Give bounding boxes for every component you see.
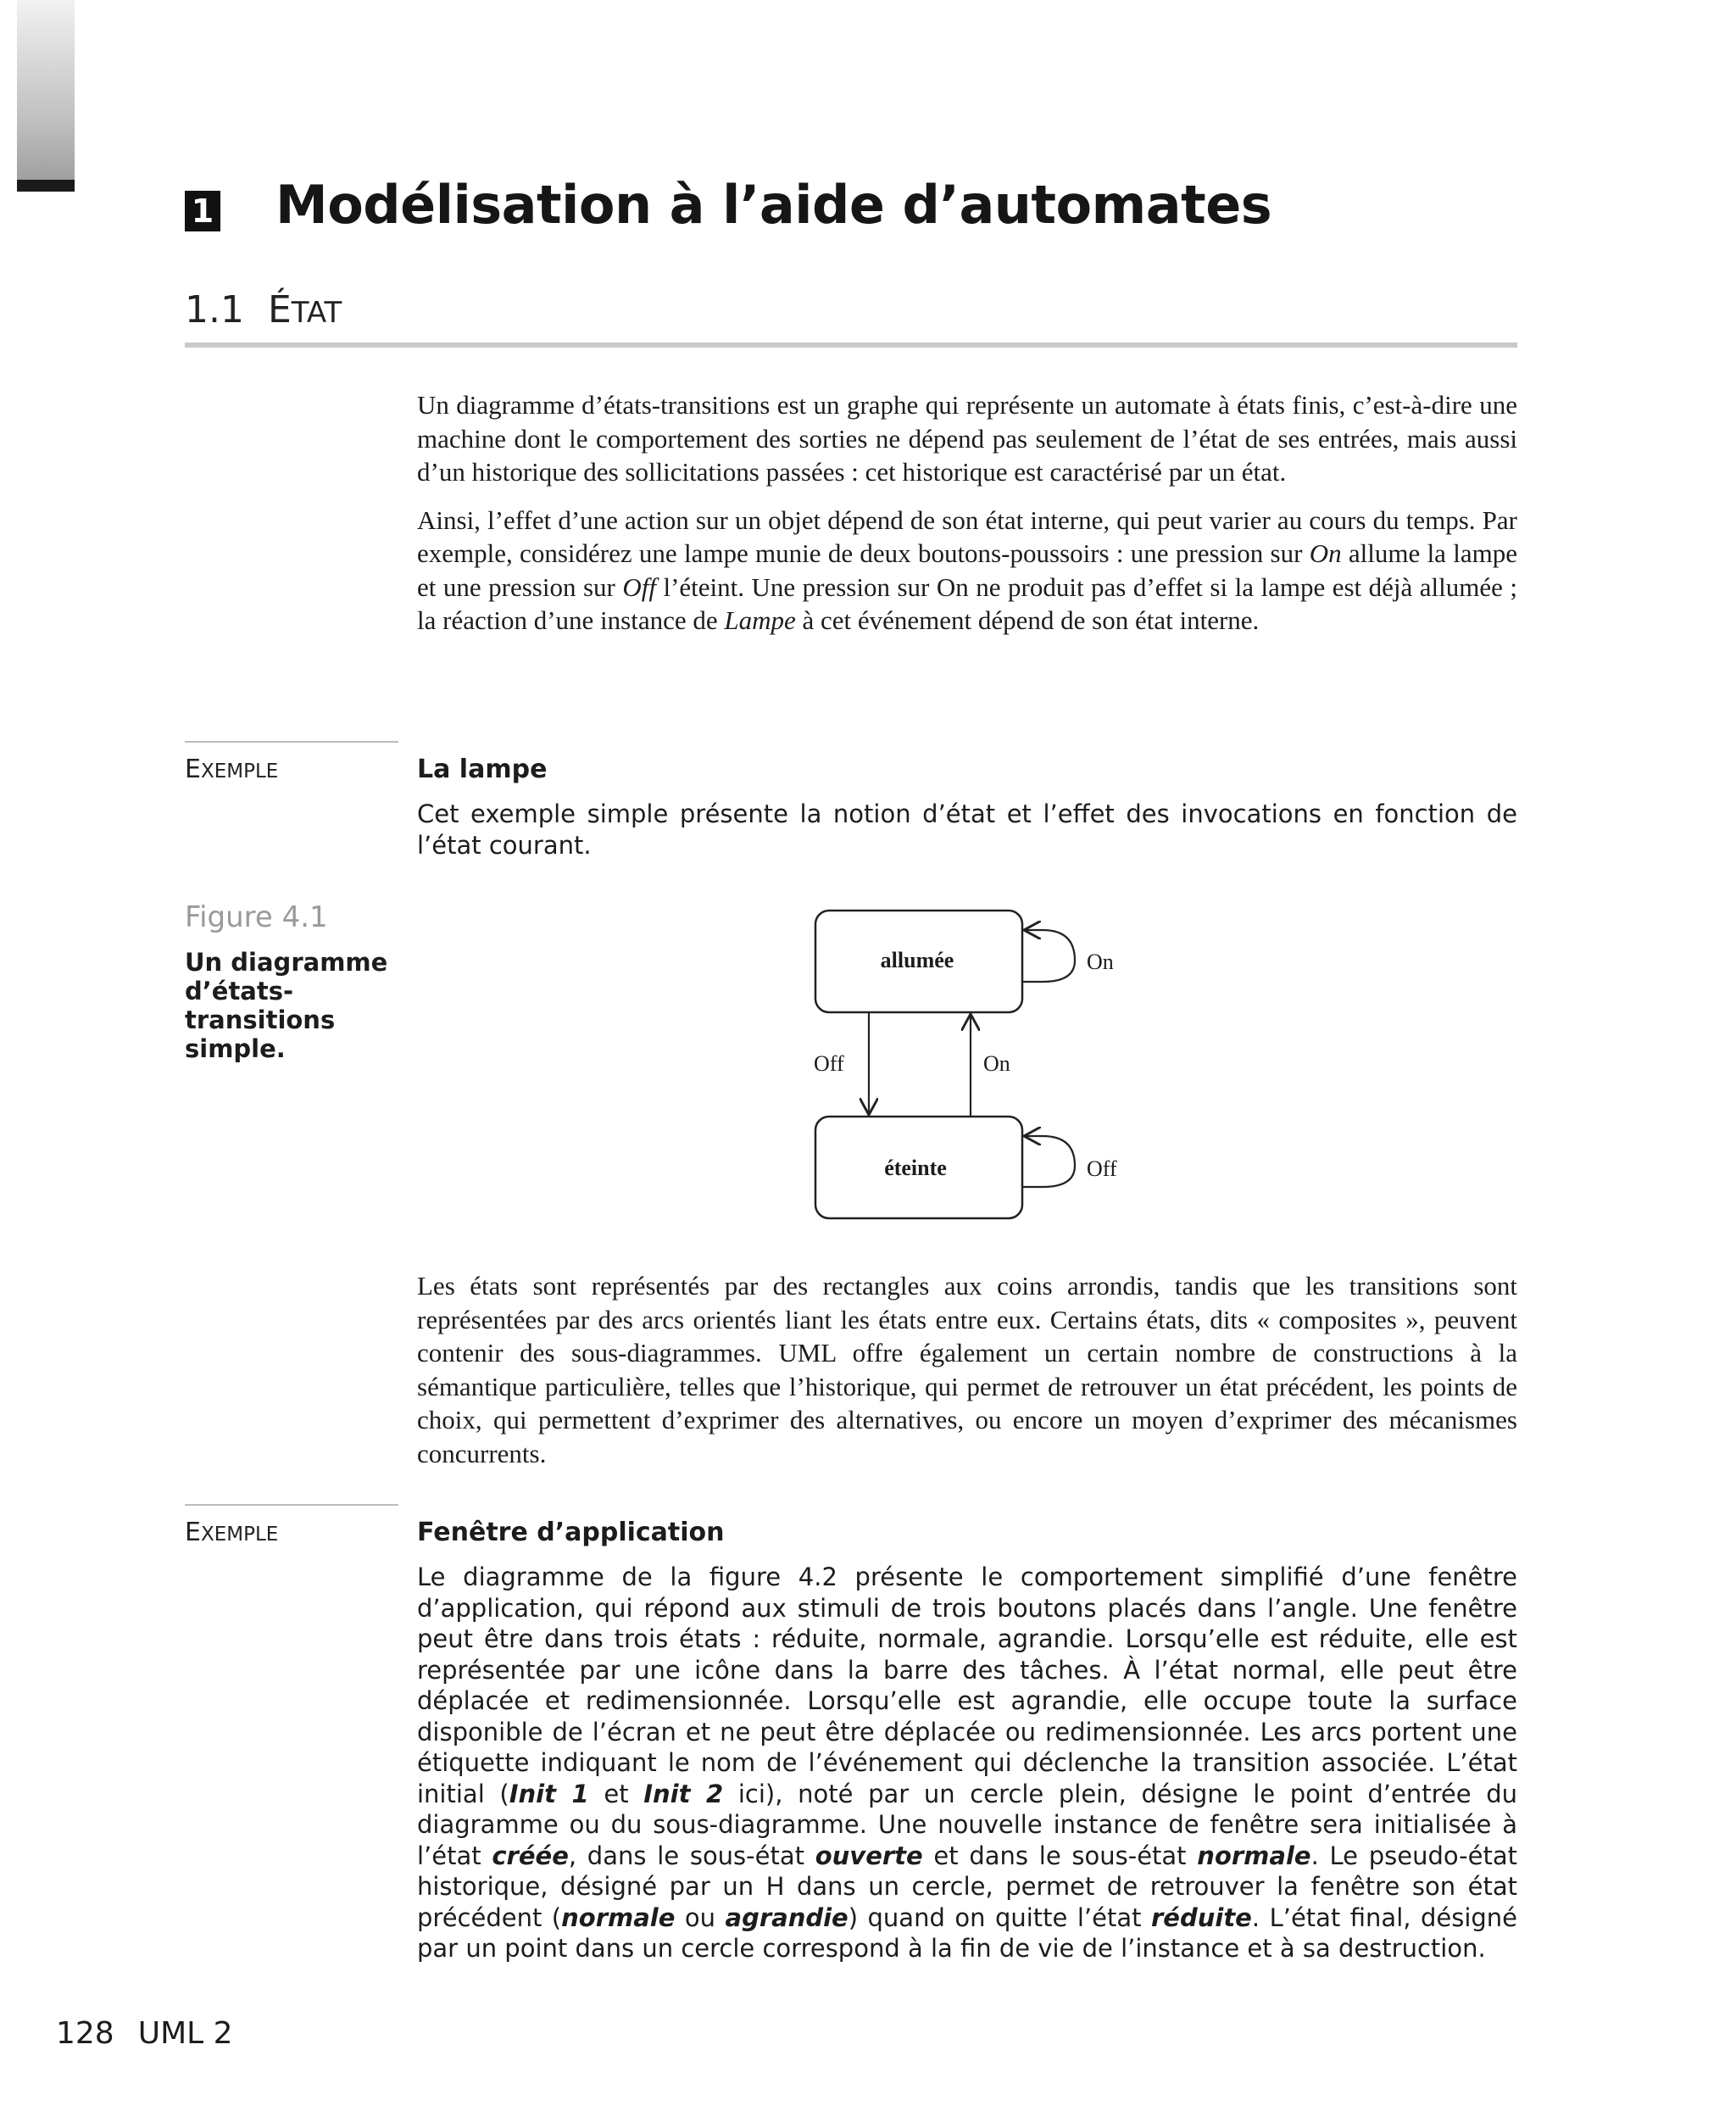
- middle-paragraph: Les états sont représentés par des rectangles aux coins arrondis, tandis que les transitions sont représentées par des arcs orientés liant les états entre eux. Certains états, dits « composites », peuvent contenir des sous-diagrammes. UML offre également un certain nombre de constructions à la sémantique particulière, telles que l’historique, qui permet de retrouver un état précédent, les points de choix, qui permettent d’exprimer des alternatives, ou encore un moyen d’exprimer des mécanismes concurrents.: [417, 1271, 1517, 1468]
- italic-on: On: [1309, 538, 1342, 568]
- text-run: . L’état final, désigné par un point dans un cercle correspond à la fin de vie de l’instance et à sa destruction.: [417, 1902, 1518, 1963]
- self-transition-on: [1022, 930, 1075, 982]
- text-run: Ainsi, l’effet d’une action sur un objet dépend de son état interne, qui peut varier au cours du temps. Par exemple, considérez une lampe munie de deux boutons-poussoirs : une pression sur: [417, 504, 1517, 568]
- text-run: . Le pseudo-état historique, désigné par un H dans un cercle, permet de retrouver la fenêtre son état précédent (: [417, 1841, 1517, 1932]
- transition-off-label: Off: [814, 1051, 844, 1076]
- label-rest: XEMPLE: [200, 760, 279, 783]
- text-run: ou: [675, 1902, 726, 1932]
- text-run: et: [588, 1779, 644, 1808]
- bold-normale-2: normale: [561, 1902, 676, 1932]
- book-title: UML 2: [137, 2016, 233, 2051]
- text-run: ) quand on quitte l’état: [848, 1902, 1151, 1932]
- bold-normale: normale: [1197, 1841, 1311, 1870]
- text-run: et dans le sous-état: [922, 1841, 1198, 1870]
- label-rest: XEMPLE: [200, 1524, 279, 1546]
- self-transition-off: [1022, 1136, 1075, 1187]
- example-2-label: [185, 1518, 278, 1547]
- chapter-number: 1: [185, 191, 220, 231]
- bold-init-1: Init 1: [509, 1779, 589, 1808]
- text-run: Le diagramme de la figure 4.2 présente le comportement simplifié d’une fenêtre d’application, qui répond aux stimuli de trois boutons placés dans l’angle. Une fenêtre peut être dans trois états : réduite, normale, agrandie. Lorsqu’elle est réduite, elle est représentée par une icône dans la barre des tâches. À l’état normal, elle peut être déplacée et redimensionnée. Lorsqu’elle est agrandie, elle occupe toute la surface disponible de l’écran et ne peut être déplacée ou redimensionnée. Les arcs portent une étiquette indiquant le nom de l’événement qui déclenche la transition associée. L’état initial (: [417, 1563, 1517, 1808]
- label-initial: E: [185, 755, 201, 784]
- example-2-title: Fenêtre d’application: [417, 1518, 725, 1547]
- example-1-body: [417, 799, 1517, 861]
- italic-lampe: Lampe: [724, 605, 796, 635]
- example-2-body: [417, 1562, 1517, 1964]
- page-number: 128: [56, 2016, 114, 2051]
- figure-caption: Un diagramme d’états-transitions simple.: [185, 948, 388, 1063]
- label-initial: E: [185, 1518, 201, 1547]
- figure-label: Figure 4.1: [185, 900, 328, 934]
- bold-reduite: réduite: [1151, 1902, 1252, 1932]
- bold-creee: créée: [492, 1841, 569, 1870]
- example-1-label: [185, 755, 278, 784]
- intro-block: [417, 388, 1517, 638]
- middle-block: [417, 1269, 1517, 1470]
- section-heading: [185, 288, 342, 331]
- page-footer: [56, 2016, 233, 2051]
- self-transition-on-label: On: [1087, 950, 1114, 974]
- example-2-text: [417, 1562, 1517, 1964]
- page-edge-bar: [17, 180, 75, 192]
- state-allumee-label: allumée: [880, 948, 954, 972]
- state-eteinte-label: éteinte: [884, 1156, 947, 1180]
- bold-ouverte: ouverte: [815, 1841, 923, 1870]
- text-run: allume la lampe et une pression sur: [417, 538, 1517, 602]
- chapter-title: Modélisation à l’aide d’automates: [275, 174, 1272, 236]
- example-1-rule: [185, 741, 398, 743]
- intro-paragraph-2: [417, 504, 1517, 638]
- example-1-text: Cet exemple simple présente la notion d’état et l’effet des invocations en fonction de l’état courant.: [417, 799, 1517, 860]
- text-run: à cet événement dépend de son état interne.: [795, 605, 1260, 635]
- italic-off: Off: [622, 571, 656, 602]
- example-1-title: La lampe: [417, 755, 548, 784]
- section-title-rest: TAT: [291, 296, 342, 330]
- section-title-initial: É: [267, 288, 292, 331]
- state-diagram: [797, 899, 1153, 1238]
- section-number: 1.1: [185, 288, 244, 331]
- intro-paragraph-1: Un diagramme d’états-transitions est un graphe qui représente un automate à états finis, c’est-à-dire une machine dont le comportement des sorties ne dépend pas seulement de l’état de ses entrées, mais aussi d’un historique des sollicitations passées : cet historique est caractérisé par un état.: [417, 390, 1517, 487]
- self-transition-off-label: Off: [1087, 1156, 1117, 1181]
- section-rule: [185, 343, 1517, 348]
- bold-agrandie: agrandie: [725, 1902, 849, 1932]
- text-run: ici), noté par un cercle plein, désigne le point d’entrée du diagramme ou du sous-diagramme. Une nouvelle instance de fenêtre sera initialisée à l’état: [417, 1779, 1518, 1870]
- transition-on-label: On: [983, 1051, 1010, 1076]
- text-run: l’éteint. Une pression sur On ne produit pas d’effet si la lampe est déjà allumée ; la réaction d’une instance de: [417, 571, 1517, 635]
- bold-init-2: Init 2: [643, 1779, 724, 1808]
- page-edge-tab: [17, 0, 75, 180]
- example-2-rule: [185, 1504, 398, 1506]
- text-run: , dans le sous-état: [568, 1841, 815, 1870]
